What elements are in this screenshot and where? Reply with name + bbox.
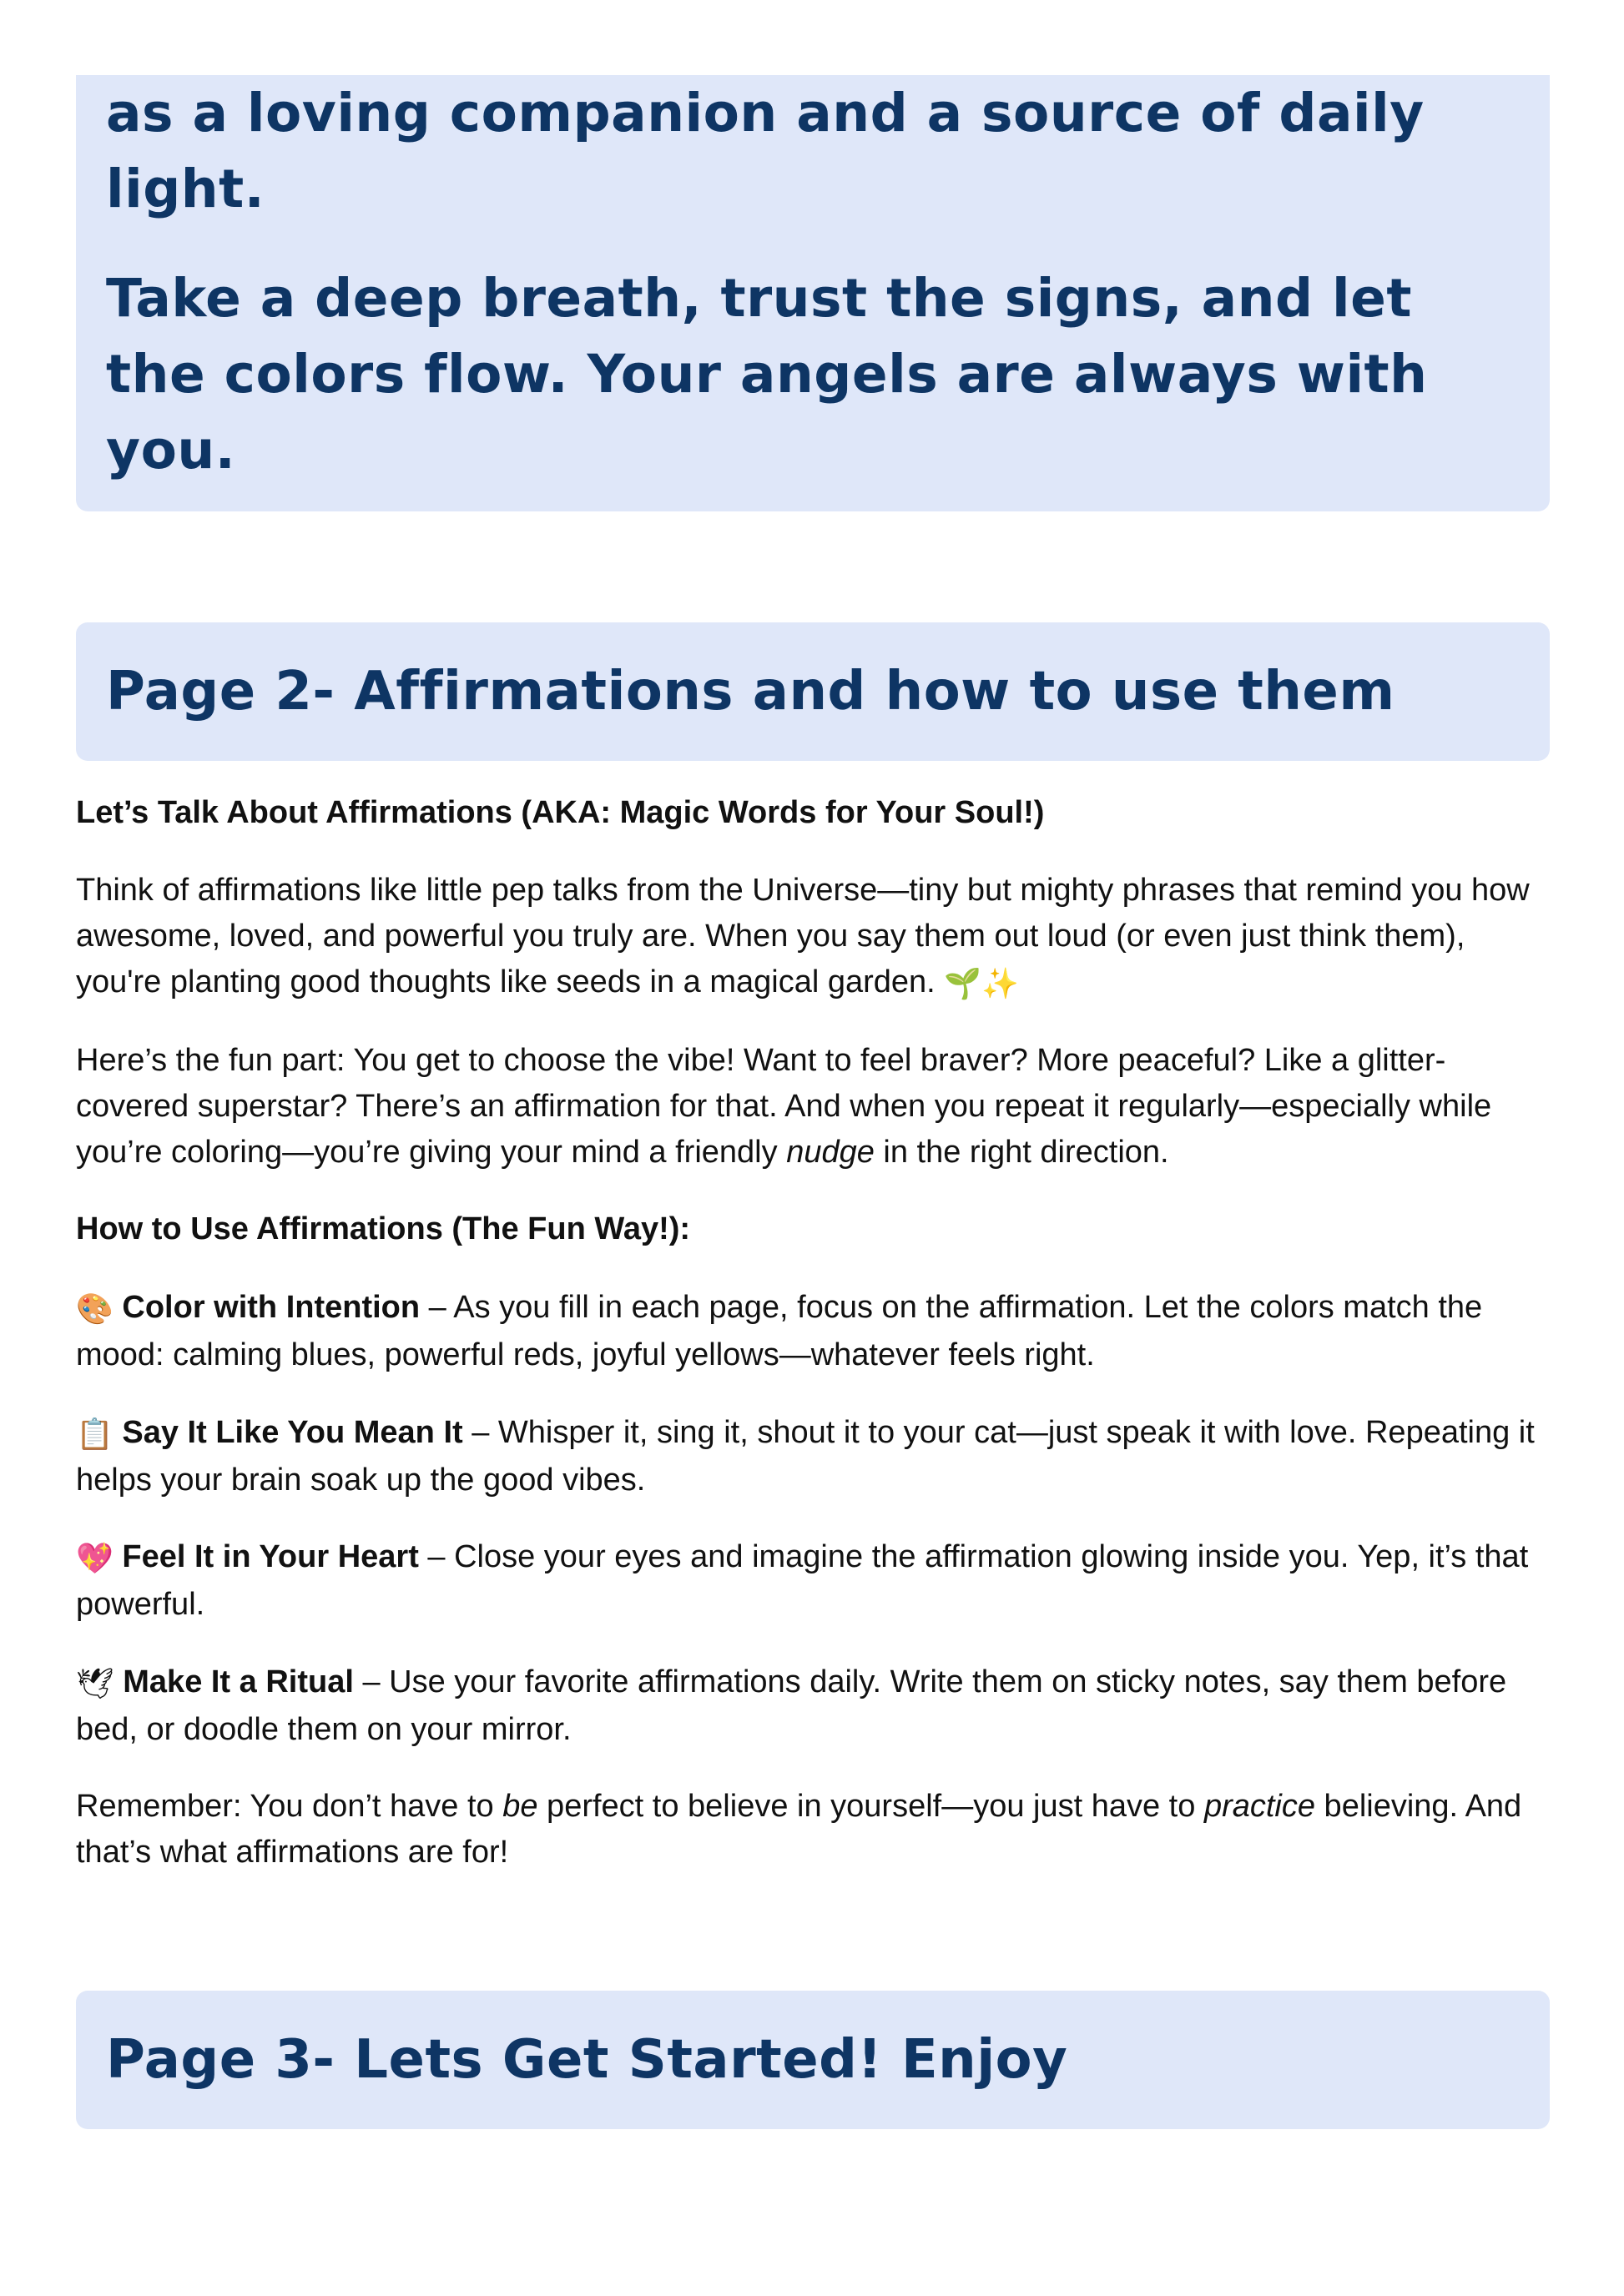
list-item-title: Make It a Ritual: [123, 1664, 354, 1699]
list-item: [76, 1659, 1553, 1753]
dove-icon: 🕊: [76, 1667, 114, 1701]
clipboard-icon: 📋: [76, 1417, 113, 1452]
seedling-sparkles-icon: 🌱✨: [944, 967, 1019, 1001]
intro-paragraph-2: Take a deep breath, trust the signs, and let the colors flow. Your angels are always with you.: [106, 268, 1428, 481]
paragraph-here-emphasis: nudge: [786, 1135, 875, 1170]
list-item: [76, 1285, 1553, 1378]
remember-emphasis-practice: practice: [1203, 1789, 1315, 1824]
list-item-title: Feel It in Your Heart: [122, 1539, 419, 1574]
list-item-text: – Close your eyes and imagine the affirmation glowing inside you. Yep, it’s that powerful.: [76, 1539, 1529, 1622]
page-3-heading-box: [76, 1991, 1550, 2129]
remember-text-1: Remember: You don’t have to: [76, 1789, 503, 1824]
paragraph-here: [76, 1038, 1553, 1176]
remember-text-3: believing. And that’s what affirmations are for!: [76, 1789, 1522, 1870]
list-item-text: – Whisper it, sing it, shout it to your cat—just speak it with love. Repeating it helps your brain soak up the good vibes.: [76, 1415, 1535, 1498]
heart-icon: 💖: [76, 1542, 113, 1576]
intro-paragraph-1: as a loving companion and a source of daily light.: [106, 83, 1425, 219]
remember-emphasis-be: be: [502, 1789, 538, 1824]
remember-paragraph: [76, 1784, 1553, 1876]
list-item-title: Say It Like You Mean It: [122, 1415, 463, 1450]
intro-box: [76, 75, 1550, 511]
paragraph-think: [76, 868, 1553, 1007]
list-item-text: – As you fill in each page, focus on the affirmation. Let the colors match the mood: calming blues, powerful reds, joyful yellows—whatever feels right.: [76, 1290, 1483, 1372]
affirmations-subtitle: Let’s Talk About Affirmations (AKA: Magic Words for Your Soul!): [76, 795, 1045, 830]
page-2-heading-box: [76, 622, 1550, 761]
paragraph-think-text: Think of affirmations like little pep talks from the Universe—tiny but mighty phrases that remind you how awesome, loved, and powerful you truly are. When you say them out loud (or even just think them), you're planting good thoughts like seeds in a magical garden.: [76, 873, 1530, 999]
paragraph-here-text: Here’s the fun part: You get to choose the vibe! Want to feel braver? More peaceful? Like a glitter-covered superstar? There’s an affirmation for that. And when you repeat it regularly—especially while you’re coloring—you’re giving your mind a friendly: [76, 1043, 1492, 1170]
list-item-text: – Use your favorite affirmations daily. Write them on sticky notes, say them before bed, or doodle them on your mirror.: [76, 1664, 1507, 1747]
page-2-heading: Page 2- Affirmations and how to use them: [106, 661, 1395, 723]
list-item: [76, 1410, 1553, 1503]
paragraph-here-text-end: in the right direction.: [874, 1135, 1169, 1170]
remember-text-2: perfect to believe in yourself—you just have to: [537, 1789, 1204, 1824]
how-to-use-title: How to Use Affirmations (The Fun Way!):: [76, 1211, 691, 1246]
list-item-title: Color with Intention: [122, 1290, 421, 1325]
page-3-heading: Page 3- Lets Get Started! Enjoy: [106, 2029, 1068, 2091]
list-item: [76, 1534, 1553, 1628]
palette-icon: 🎨: [76, 1292, 113, 1327]
